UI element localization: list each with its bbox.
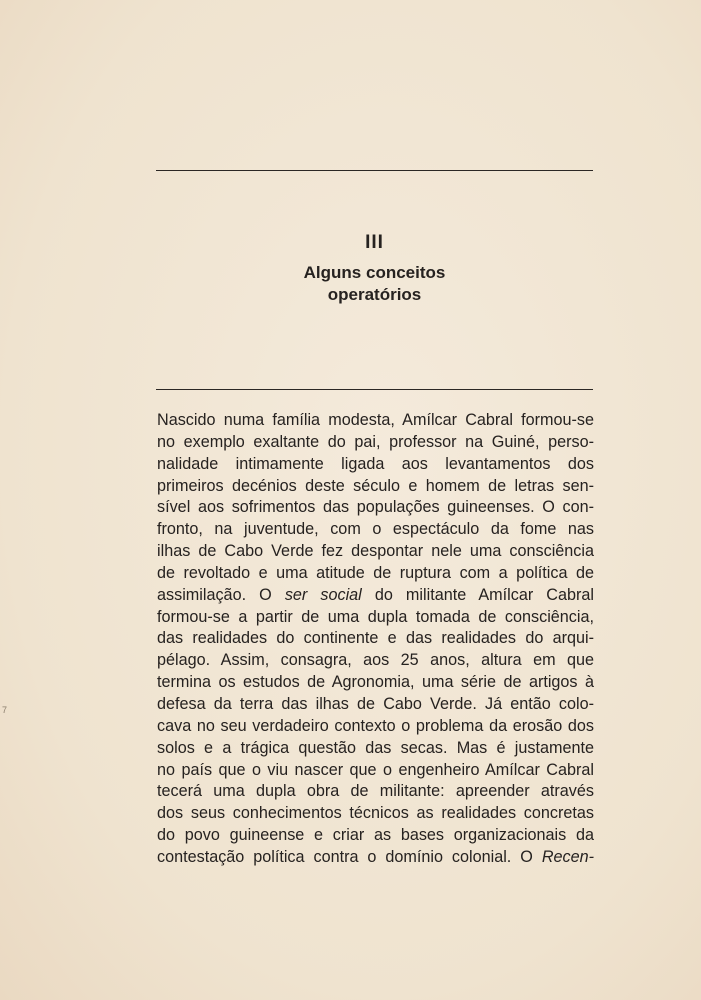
text-line: solos e a trágica questão das secas. Mas é justamente xyxy=(157,738,594,757)
text-line: nalidade intimamente ligada aos levantamentos dos xyxy=(157,454,594,473)
text-line: sível aos sofrimentos das populações guineenses. O con- xyxy=(157,498,594,517)
bottom-rule xyxy=(156,389,593,390)
italic-term: ser social xyxy=(284,585,362,604)
text-line: termina os estudos de Agronomia, uma série de artigos à xyxy=(157,673,594,692)
text-line: pélago. Assim, consagra, aos 25 anos, altura em que xyxy=(157,651,594,670)
text-line: do povo guineense e criar as bases organizacionais da xyxy=(157,826,594,845)
chapter-title-line-2: operatórios xyxy=(327,285,422,304)
chapter-number: III xyxy=(365,232,384,253)
text-line: Nascido numa família modesta, Amílcar Cabral formou-se xyxy=(157,411,594,429)
margin-mark: 7 xyxy=(2,705,8,715)
text-fragment: assimilação. O xyxy=(157,585,285,604)
top-rule xyxy=(156,170,593,171)
text-line: primeiros decénios deste século e homem de letras sen- xyxy=(157,476,594,495)
text-line: de revoltado e uma atitude de ruptura com a política de xyxy=(157,563,594,582)
text-line: tecerá uma dupla obra de militante: apreender através xyxy=(157,782,594,801)
text-fragment: contestação política contra o domínio colonial. O xyxy=(157,847,542,866)
italic-term: Recen- xyxy=(541,847,594,866)
text-line: das realidades do continente e das realidades do arqui- xyxy=(157,629,594,648)
text-fragment: do militante Amílcar Cabral xyxy=(361,585,594,604)
text-line: ilhas de Cabo Verde fez despontar nele uma consciência xyxy=(157,542,594,561)
text-line: no país que o viu nascer que o engenheiro Amílcar Cabral xyxy=(157,760,594,779)
text-line: no exemplo exaltante do pai, professor na Guiné, perso- xyxy=(157,432,594,451)
text-line: cava no seu verdadeiro contexto o problema da erosão dos xyxy=(157,716,594,735)
text-line: defesa da terra das ilhas de Cabo Verde. Já então colo- xyxy=(157,694,594,713)
text-line: dos seus conhecimentos técnicos as realidades concretas xyxy=(157,804,594,823)
text-line: fronto, na juventude, com o espectáculo da fome nas xyxy=(157,520,594,539)
body-paragraph xyxy=(157,410,594,869)
text-line: formou-se a partir de uma dupla tomada de consciência, xyxy=(157,607,594,626)
text-line-with-italic xyxy=(157,585,594,607)
chapter-title-line-1: Alguns conceitos xyxy=(303,263,446,282)
chapter-title xyxy=(156,262,593,306)
text-line-with-italic xyxy=(157,847,594,869)
